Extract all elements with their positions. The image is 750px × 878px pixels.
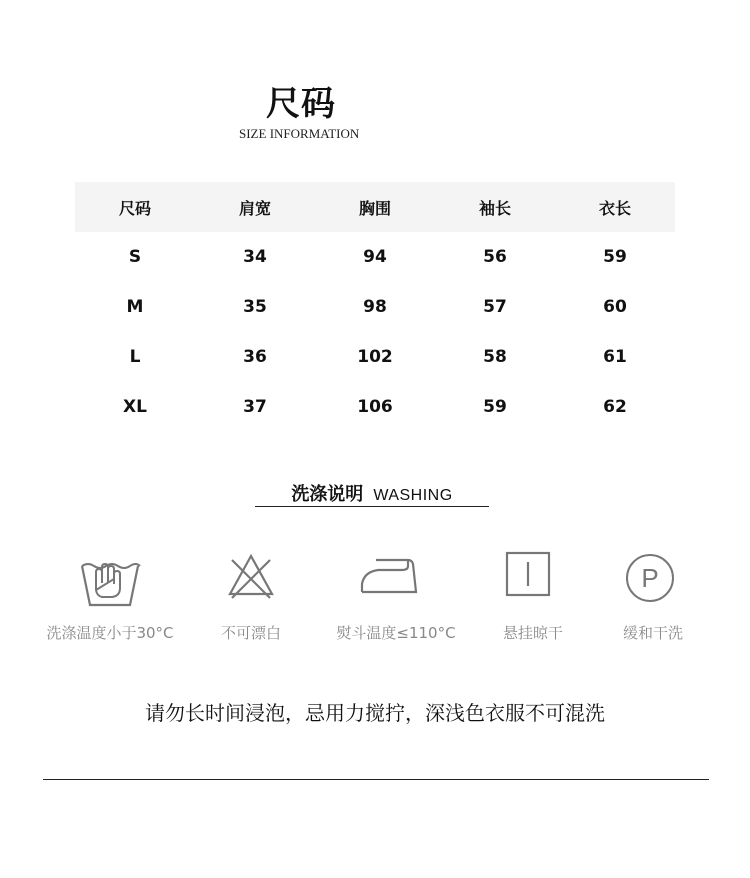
table-cell: S (128, 247, 142, 267)
dry-clean-p-icon (575, 550, 725, 604)
header-chest: 胸围 (358, 198, 391, 218)
header-sleeve: 袖长 (478, 198, 511, 218)
table-row (75, 332, 675, 382)
table-cell: 59 (483, 397, 507, 417)
washing-title-en: WASHING (373, 487, 453, 504)
size-table-header (75, 182, 675, 232)
table-cell: 37 (243, 397, 267, 417)
table-cell: 35 (243, 297, 267, 317)
table-cell: 36 (243, 347, 267, 367)
table-cell: 102 (357, 347, 393, 367)
table-cell: 56 (483, 247, 507, 267)
icon-label: 熨斗温度≤110°C (336, 624, 456, 642)
size-table (75, 182, 675, 432)
table-row (75, 282, 675, 332)
table-cell: 98 (363, 297, 387, 317)
no-bleach-icon (176, 550, 326, 600)
table-cell: 94 (363, 247, 387, 267)
table-cell: 60 (603, 297, 627, 317)
icon-label: 洗涤温度小于30°C (46, 624, 174, 642)
table-cell: 62 (603, 397, 627, 417)
icon-label: 悬挂晾干 (502, 624, 563, 642)
table-cell: 34 (243, 247, 267, 267)
header-size: 尺码 (118, 198, 151, 218)
table-cell: 57 (483, 297, 507, 317)
care-note: 请勿长时间浸泡，忌用力搅拧，深浅色衣服不可混洗 (145, 701, 605, 725)
table-cell: L (129, 347, 141, 367)
table-cell: 59 (603, 247, 627, 267)
icon-label: 缓和干洗 (622, 624, 683, 642)
table-row (75, 382, 675, 432)
header-shoulder: 肩宽 (238, 198, 271, 218)
table-cell: 58 (483, 347, 507, 367)
table-cell: XL (123, 397, 147, 417)
table-cell: 106 (357, 397, 393, 417)
washing-title-cn: 洗涤说明 (291, 484, 364, 505)
washing-title (255, 480, 489, 507)
svg-text:P: P (641, 563, 659, 593)
bottom-divider (43, 779, 709, 780)
table-cell: M (126, 297, 144, 317)
iron-icon (313, 550, 463, 600)
table-row (75, 232, 675, 282)
size-subtitle: SIZE INFORMATION (239, 126, 360, 141)
icon-label: 不可漂白 (220, 624, 281, 642)
header-length: 衣长 (598, 198, 631, 218)
size-title: 尺码 (266, 84, 336, 124)
hand-wash-icon (35, 550, 185, 610)
table-cell: 61 (603, 347, 627, 367)
